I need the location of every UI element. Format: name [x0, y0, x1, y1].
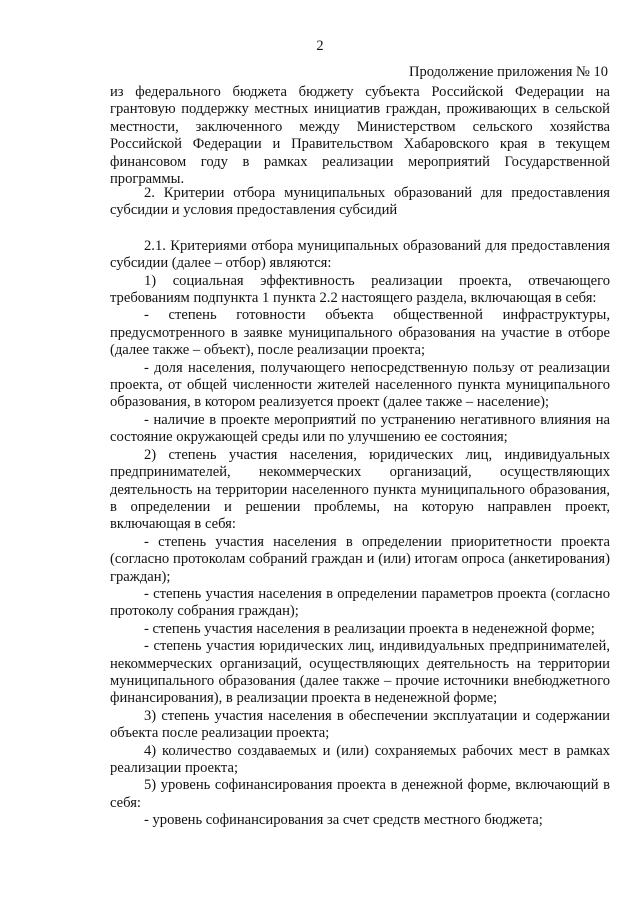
- paragraph-criterion-2d: - степень участия юридических лиц, индивидуальных предпринимателей, некоммерческих организаций, осуществляющих деятельность на территории муниципального образования (далее также – прочие источники внебюджетного финансирования), в реализации проекта в неденежной форме;: [110, 638, 610, 707]
- section-spacer: [110, 220, 610, 238]
- paragraph-criterion-1b: - доля населения, получающего непосредственную пользу от реализации проекта, от общей численности жителей населенного пункта муниципального образования, в котором реализуется проект (далее также – население);: [110, 359, 610, 411]
- intro-paragraph: из федерального бюджета бюджету субъекта Российской Федерации на грантовую поддержку местных инициатив граждан, проживающих в сельской местности, заключенного между Министерством сельского хозяйства Российской Федерации и Правительством Хабаровского края в текущем финансовом году в рамках реализации мероприятий Государственной программы.: [110, 84, 610, 188]
- section-heading: 2. Критерии отбора муниципальных образований для предоставления субсидии и условия предоставления субсидий: [110, 185, 610, 219]
- paragraph-criterion-5a: - уровень софинансирования за счет средств местного бюджета;: [144, 812, 543, 829]
- paragraph-criterion-2b: - степень участия населения в определении параметров проекта (согласно протоколу собрания граждан);: [110, 585, 610, 620]
- paragraph-criterion-1c: - наличие в проекте мероприятий по устранению негативного влияния на состояние окружающей среды или по улучшению ее состояния;: [110, 411, 610, 446]
- paragraph-criterion-3: 3) степень участия населения в обеспечении эксплуатации и содержании объекта после реализации проекта;: [110, 707, 610, 742]
- section-2-block: [110, 185, 610, 830]
- paragraph-criterion-2c: - степень участия населения в реализации проекта в неденежной форме;: [144, 620, 595, 637]
- paragraph-criterion-2a: - степень участия населения в определении приоритетности проекта (согласно протоколам собраний граждан и (или) итогам опроса (анкетирования) граждан);: [110, 533, 610, 585]
- paragraph-criterion-1: 1) социальная эффективность реализации проекта, отвечающего требованиям подпункта 1 пункта 2.2 настоящего раздела, включающая в себя:: [110, 272, 610, 307]
- appendix-continuation-note: Продолжение приложения № 10: [409, 64, 608, 80]
- paragraph-criterion-1a: - степень готовности объекта общественной инфраструктуры, предусмотренного в заявке муниципального образования на участие в отборе (далее также – объект), после реализации проекта;: [110, 307, 610, 359]
- paragraph-criterion-4: 4) количество создаваемых и (или) сохраняемых рабочих мест в рамках реализации проекта;: [110, 742, 610, 776]
- intro-text-block: [110, 84, 610, 188]
- page-number: 2: [316, 38, 324, 54]
- paragraph-criterion-5: 5) уровень софинансирования проекта в денежной форме, включающий в себя:: [110, 777, 610, 811]
- paragraph-criterion-2: 2) степень участия населения, юридических лиц, индивидуальных предпринимателей, некоммерческих организаций, осуществляющих деятельность на территории населенного пункта муниципального образования, в определении и решении проблемы, на которую направлен проект, включающая в себя:: [110, 446, 610, 533]
- paragraph-2-1: 2.1. Критериями отбора муниципальных образований для предоставления субсидии (далее – отбор) являются:: [110, 237, 610, 272]
